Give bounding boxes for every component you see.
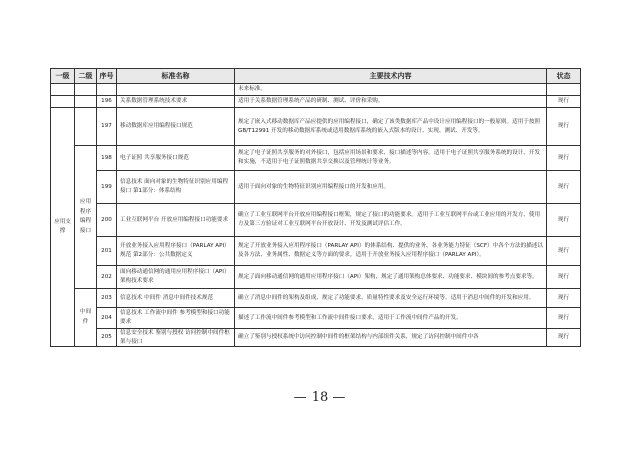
row-status: 现行	[547, 329, 581, 347]
table-row	[51, 266, 581, 289]
header-standard-name: 标准名称	[117, 69, 235, 84]
row-content: 适用于面向对象的生物特征识别应用编程接口的开发和应用。	[235, 171, 547, 204]
row-number: 202	[97, 266, 117, 289]
row-status: 现行	[547, 171, 581, 204]
table-header-row	[51, 69, 581, 84]
header-level2: 二级	[75, 69, 97, 84]
row-content: 规定了开放业务接入应用程序接口（PARLAY API）的体系结构、提供的业务、各业务能力特征（SCF）中各个方法的描述以及各方法、业务属性、数据定义等方面的要求。适用于开放业务接入应用程序接口（PARLAY API）。	[235, 237, 547, 266]
row-standard-name: 信息技术 面向对象的生物特征识别应用编程接口 第1部分：体系结构	[117, 171, 235, 204]
row-standard-name: 面向移动通信网的通用应用程序接口（API）架构技术要求	[117, 266, 235, 289]
row-content: 规定了面向移动通信网的通用应用程序接口（API）架构，规定了通用架构总体要求、功能要求、模块间的参考点要求等。	[235, 266, 547, 289]
row-standard-name: 信息技术 中间件 消息中间件技术规范	[117, 289, 235, 308]
row-content: 适用于关系数据管理系统产品的研制、测试、评价和采购。	[235, 96, 547, 108]
row-standard-name: 关系数据管理系统技术要求	[117, 96, 235, 108]
table-row	[51, 308, 581, 329]
row-content: 确立了消息中间件的架构及组成，规定了功能要求、质量特性要求及安全运行环境等。适用于消息中间件的开发和应用。	[235, 289, 547, 308]
row-status: 现行	[547, 204, 581, 237]
row-content: 描述了工作流中间件参考模型和工作流中间件接口要求，适用于工作流中间件产品的开发。	[235, 308, 547, 329]
table-row	[51, 329, 581, 347]
row-status: 现行	[547, 237, 581, 266]
footer-dash-right: —	[332, 390, 347, 405]
table-row	[51, 204, 581, 237]
table-row	[51, 146, 581, 171]
row-number: 199	[97, 171, 117, 204]
row-content: 规定了电子证照共享服务的对外接口，包括应用场景和要求、接口描述等内容。适用于电子证照共享服务系统的设计、开发和实施，不适用于电子证照数据共享交换以及管理统计等业务。	[235, 146, 547, 171]
footer-dash-left: —	[293, 390, 308, 405]
row-standard-name: 电子证照 共享服务接口规范	[117, 146, 235, 171]
row-standard-name: 移动数据库应用编程接口规范	[117, 108, 235, 146]
page-number: 18	[311, 390, 329, 405]
header-status: 状态	[547, 69, 581, 84]
table-row	[51, 289, 581, 308]
row-standard-name: 信息技术 工作流中间件 参考模型和接口功能要求	[117, 308, 235, 329]
row-number: 196	[97, 96, 117, 108]
row-number: 205	[97, 329, 117, 347]
row-number: 197	[97, 108, 117, 146]
row-number: 200	[97, 204, 117, 237]
table-row	[51, 96, 581, 108]
header-main-content: 主要技术内容	[235, 69, 547, 84]
row-number: 204	[97, 308, 117, 329]
level2-category-middleware: 中间件	[75, 289, 97, 347]
row-status: 现行	[547, 96, 581, 108]
row-status: 现行	[547, 266, 581, 289]
row-number: 201	[97, 237, 117, 266]
row-status: 现行	[547, 146, 581, 171]
row-number: 203	[97, 289, 117, 308]
row-content: 规定了嵌入式移动数据库产品应提供的应用编程接口，确定了该类数据库产品中设计应用编程接口的一般原则。适用于按照 GB/T12991 开发的移动数据库系统或适用数据库系统的嵌入式版本的设计、实现、测试、开发等。	[235, 108, 547, 146]
row-content: 确立了工业互联网平台开放应用编程接口框架，规定了接口的功能要求。适用于工业互联网平台或工业应用的开发方、使用方及第三方验证对工业互联网平台开放设计、开发及测试评估工作。	[235, 204, 547, 237]
table-row	[51, 237, 581, 266]
level2-category-api: 应用程序编程接口	[75, 146, 97, 289]
row-standard-name: 开放业务接入应用程序接口（PARLAY API）规范 第2部分：公共数据定义	[117, 237, 235, 266]
row-status: 现行	[547, 289, 581, 308]
table-row	[51, 108, 581, 146]
header-level1: 一级	[51, 69, 75, 84]
continuation-text: 未来标准。	[235, 84, 547, 96]
standards-table	[50, 68, 581, 347]
table-row	[51, 171, 581, 204]
row-status: 现行	[547, 108, 581, 146]
page-footer	[0, 390, 640, 405]
row-content: 确立了鉴别与授权系统中访问控制中间件的框架结构与内部组件关系，规定了访问控制中间件中各	[235, 329, 547, 347]
level1-category: 应用支撑	[51, 108, 75, 347]
row-status: 现行	[547, 308, 581, 329]
header-number: 序号	[97, 69, 117, 84]
row-number: 198	[97, 146, 117, 171]
row-standard-name: 工业互联网平台 开放应用编程接口功能要求	[117, 204, 235, 237]
table-row-continuation	[51, 84, 581, 96]
row-standard-name: 信息安全技术 鉴别与授权 访问控制中间件框架与接口	[117, 329, 235, 347]
